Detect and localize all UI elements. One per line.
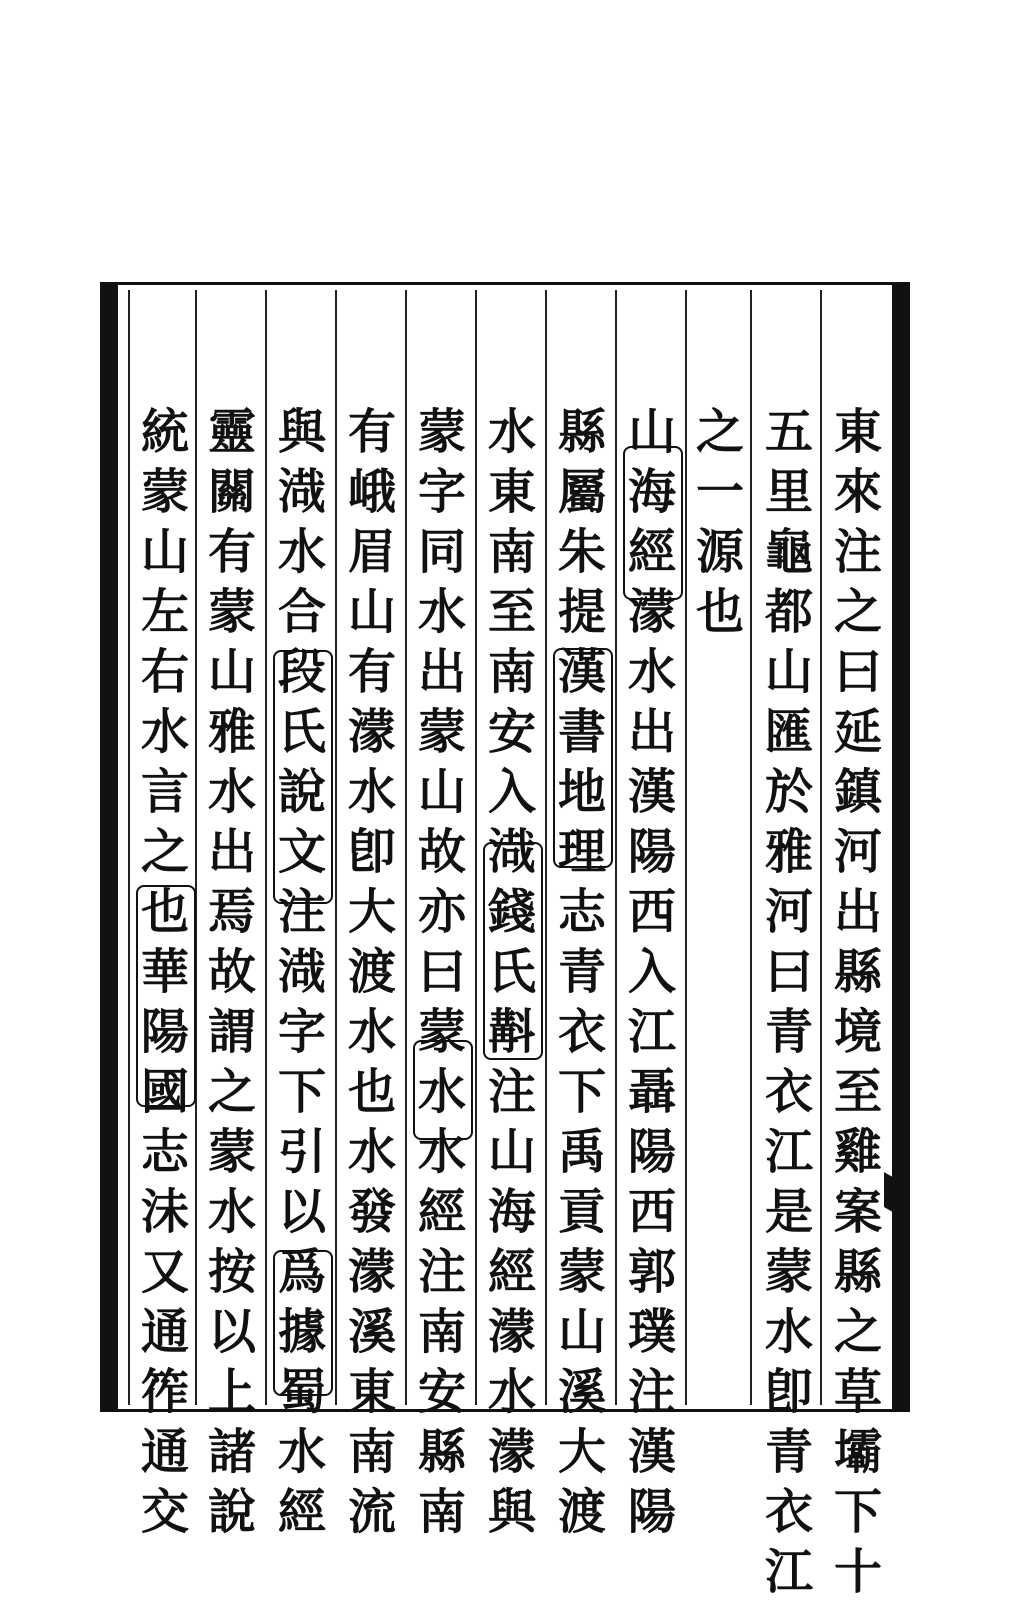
glyph: 通 bbox=[140, 1304, 189, 1360]
glyph: 濛 bbox=[347, 1244, 396, 1300]
glyph: 同 bbox=[417, 524, 466, 580]
glyph: 地 bbox=[557, 764, 606, 820]
glyph: 案 bbox=[833, 1184, 882, 1240]
glyph: 曰 bbox=[417, 944, 466, 1000]
glyph: 華 bbox=[140, 944, 189, 1000]
glyph: 又 bbox=[140, 1244, 189, 1300]
glyph: 來 bbox=[833, 464, 882, 520]
glyph: 與 bbox=[487, 1484, 536, 1540]
glyph: 通 bbox=[140, 1424, 189, 1480]
glyph: 入 bbox=[627, 944, 676, 1000]
glyph: 雅 bbox=[207, 704, 256, 760]
glyph: 入 bbox=[487, 764, 536, 820]
glyph: 至 bbox=[487, 584, 536, 640]
glyph: 水 bbox=[417, 1064, 466, 1120]
glyph: 南 bbox=[487, 524, 536, 580]
glyph: 漢 bbox=[627, 1424, 676, 1480]
glyph: 水 bbox=[347, 1004, 396, 1060]
glyph: 水 bbox=[764, 1304, 813, 1360]
glyph: 里 bbox=[764, 464, 813, 520]
glyph: 合 bbox=[277, 584, 326, 640]
glyph: 錢 bbox=[487, 884, 536, 940]
glyph: 西 bbox=[627, 1184, 676, 1240]
glyph: 南 bbox=[487, 644, 536, 700]
glyph: 江 bbox=[764, 1544, 813, 1600]
glyph: 草 bbox=[833, 1364, 882, 1420]
glyph: 濛 bbox=[627, 584, 676, 640]
glyph: 沬 bbox=[140, 1184, 189, 1240]
glyph: 水 bbox=[417, 1124, 466, 1180]
glyph: 朱 bbox=[557, 524, 606, 580]
column-rule bbox=[265, 290, 267, 1405]
glyph: 關 bbox=[207, 464, 256, 520]
glyph: 下 bbox=[833, 1484, 882, 1540]
column-rule bbox=[128, 290, 130, 1405]
glyph: 說 bbox=[207, 1484, 256, 1540]
glyph: 引 bbox=[277, 1124, 326, 1180]
glyph: 匯 bbox=[764, 704, 813, 760]
glyph: 之 bbox=[833, 584, 882, 640]
glyph: 漢 bbox=[627, 764, 676, 820]
glyph: 理 bbox=[557, 824, 606, 880]
glyph: 衣 bbox=[557, 1004, 606, 1060]
glyph: 濛 bbox=[487, 1424, 536, 1480]
glyph: 雞 bbox=[833, 1124, 882, 1180]
source-box bbox=[623, 446, 683, 600]
glyph: 渡 bbox=[347, 944, 396, 1000]
glyph: 水 bbox=[207, 1184, 256, 1240]
glyph: 山 bbox=[417, 764, 466, 820]
glyph: 蒙 bbox=[417, 404, 466, 460]
glyph: 青 bbox=[557, 944, 606, 1000]
glyph: 郭 bbox=[627, 1244, 676, 1300]
glyph: 蒙 bbox=[417, 704, 466, 760]
glyph: 故 bbox=[207, 944, 256, 1000]
glyph: 字 bbox=[277, 1004, 326, 1060]
glyph: 右 bbox=[140, 644, 189, 700]
glyph: 渽 bbox=[277, 944, 326, 1000]
glyph: 之 bbox=[140, 824, 189, 880]
glyph: 陽 bbox=[627, 1124, 676, 1180]
glyph: 左 bbox=[140, 584, 189, 640]
text-column bbox=[826, 402, 890, 1600]
glyph: 焉 bbox=[207, 884, 256, 940]
glyph: 聶 bbox=[627, 1064, 676, 1120]
glyph: 水 bbox=[347, 1124, 396, 1180]
glyph: 之 bbox=[833, 1304, 882, 1360]
glyph: 壩 bbox=[833, 1424, 882, 1480]
column-rule bbox=[405, 290, 407, 1405]
glyph: 青 bbox=[764, 1424, 813, 1480]
glyph: 斠 bbox=[487, 1004, 536, 1060]
glyph: 蒙 bbox=[207, 1124, 256, 1180]
glyph: 注 bbox=[277, 884, 326, 940]
glyph: 諸 bbox=[207, 1424, 256, 1480]
glyph: 海 bbox=[627, 464, 676, 520]
glyph: 縣 bbox=[557, 404, 606, 460]
glyph: 河 bbox=[833, 824, 882, 880]
glyph: 氏 bbox=[487, 944, 536, 1000]
glyph: 南 bbox=[417, 1304, 466, 1360]
glyph: 縣 bbox=[833, 944, 882, 1000]
glyph: 衣 bbox=[764, 1064, 813, 1120]
text-column bbox=[410, 402, 474, 1540]
glyph: 峨 bbox=[347, 464, 396, 520]
glyph: 至 bbox=[833, 1064, 882, 1120]
glyph: 一 bbox=[695, 464, 744, 520]
glyph: 注 bbox=[833, 524, 882, 580]
glyph: 流 bbox=[347, 1484, 396, 1540]
glyph: 蒙 bbox=[764, 1244, 813, 1300]
glyph: 濛 bbox=[487, 1304, 536, 1360]
glyph: 渽 bbox=[277, 464, 326, 520]
glyph: 漢 bbox=[557, 644, 606, 700]
text-column bbox=[550, 402, 614, 1540]
glyph: 雅 bbox=[764, 824, 813, 880]
glyph: 亦 bbox=[417, 884, 466, 940]
glyph: 陽 bbox=[627, 1484, 676, 1540]
glyph: 卽 bbox=[347, 824, 396, 880]
glyph: 南 bbox=[417, 1484, 466, 1540]
glyph: 蒙 bbox=[207, 584, 256, 640]
glyph: 源 bbox=[695, 524, 744, 580]
glyph: 禹 bbox=[557, 1124, 606, 1180]
glyph: 水 bbox=[627, 644, 676, 700]
glyph: 段 bbox=[277, 644, 326, 700]
glyph: 山 bbox=[140, 524, 189, 580]
glyph: 溪 bbox=[557, 1364, 606, 1420]
glyph: 靈 bbox=[207, 404, 256, 460]
glyph: 東 bbox=[347, 1364, 396, 1420]
glyph: 渽 bbox=[487, 824, 536, 880]
glyph: 以 bbox=[207, 1304, 256, 1360]
glyph: 蒙 bbox=[417, 1004, 466, 1060]
glyph: 也 bbox=[140, 884, 189, 940]
glyph: 十 bbox=[833, 1544, 882, 1600]
glyph: 濛 bbox=[347, 704, 396, 760]
glyph: 縣 bbox=[833, 1244, 882, 1300]
source-box bbox=[413, 1040, 473, 1140]
glyph: 以 bbox=[277, 1184, 326, 1240]
column-rule bbox=[685, 290, 687, 1405]
glyph: 筰 bbox=[140, 1364, 189, 1420]
glyph: 注 bbox=[487, 1064, 536, 1120]
glyph: 都 bbox=[764, 584, 813, 640]
glyph: 大 bbox=[557, 1424, 606, 1480]
glyph: 水 bbox=[277, 1424, 326, 1480]
glyph: 江 bbox=[764, 1124, 813, 1180]
glyph: 謂 bbox=[207, 1004, 256, 1060]
glyph: 說 bbox=[277, 764, 326, 820]
glyph: 志 bbox=[557, 884, 606, 940]
glyph: 有 bbox=[347, 404, 396, 460]
glyph: 水 bbox=[347, 764, 396, 820]
glyph: 經 bbox=[277, 1484, 326, 1540]
glyph: 安 bbox=[417, 1364, 466, 1420]
text-column bbox=[340, 402, 404, 1540]
glyph: 之 bbox=[695, 404, 744, 460]
glyph: 山 bbox=[557, 1304, 606, 1360]
glyph: 故 bbox=[417, 824, 466, 880]
glyph: 出 bbox=[833, 884, 882, 940]
source-box bbox=[273, 650, 333, 904]
glyph: 五 bbox=[764, 404, 813, 460]
glyph: 志 bbox=[140, 1124, 189, 1180]
glyph: 於 bbox=[764, 764, 813, 820]
column-rule bbox=[615, 290, 617, 1405]
glyph: 出 bbox=[627, 704, 676, 760]
glyph: 渡 bbox=[557, 1484, 606, 1540]
glyph: 東 bbox=[487, 464, 536, 520]
glyph: 水 bbox=[487, 404, 536, 460]
glyph: 統 bbox=[140, 404, 189, 460]
column-rule bbox=[335, 290, 337, 1405]
glyph: 水 bbox=[140, 704, 189, 760]
glyph: 與 bbox=[277, 404, 326, 460]
glyph: 水 bbox=[487, 1364, 536, 1420]
glyph: 有 bbox=[207, 524, 256, 580]
glyph: 蒙 bbox=[557, 1244, 606, 1300]
glyph: 上 bbox=[207, 1364, 256, 1420]
glyph: 璞 bbox=[627, 1304, 676, 1360]
glyph: 衣 bbox=[764, 1484, 813, 1540]
glyph: 也 bbox=[695, 584, 744, 640]
glyph: 按 bbox=[207, 1244, 256, 1300]
glyph: 溪 bbox=[347, 1304, 396, 1360]
column-rule bbox=[475, 290, 477, 1405]
source-box bbox=[553, 648, 613, 868]
glyph: 卽 bbox=[764, 1364, 813, 1420]
glyph: 曰 bbox=[833, 644, 882, 700]
glyph: 蜀 bbox=[277, 1364, 326, 1420]
glyph: 龜 bbox=[764, 524, 813, 580]
glyph: 東 bbox=[833, 404, 882, 460]
glyph: 國 bbox=[140, 1064, 189, 1120]
column-rule bbox=[545, 290, 547, 1405]
glyph: 眉 bbox=[347, 524, 396, 580]
glyph: 山 bbox=[207, 644, 256, 700]
glyph: 曰 bbox=[764, 944, 813, 1000]
glyph: 經 bbox=[627, 524, 676, 580]
glyph: 水 bbox=[277, 524, 326, 580]
glyph: 文 bbox=[277, 824, 326, 880]
glyph: 縣 bbox=[417, 1424, 466, 1480]
glyph: 言 bbox=[140, 764, 189, 820]
glyph: 山 bbox=[487, 1124, 536, 1180]
glyph: 注 bbox=[417, 1244, 466, 1300]
glyph: 河 bbox=[764, 884, 813, 940]
glyph: 蒙 bbox=[140, 464, 189, 520]
glyph: 據 bbox=[277, 1304, 326, 1360]
glyph: 氏 bbox=[277, 704, 326, 760]
text-column bbox=[688, 402, 752, 1402]
glyph: 出 bbox=[417, 644, 466, 700]
glyph: 西 bbox=[627, 884, 676, 940]
glyph: 境 bbox=[833, 1004, 882, 1060]
glyph: 山 bbox=[347, 584, 396, 640]
glyph: 陽 bbox=[627, 824, 676, 880]
glyph: 是 bbox=[764, 1184, 813, 1240]
glyph: 經 bbox=[487, 1244, 536, 1300]
text-column bbox=[200, 402, 264, 1540]
glyph: 鎮 bbox=[833, 764, 882, 820]
glyph: 水 bbox=[417, 584, 466, 640]
glyph: 陽 bbox=[140, 1004, 189, 1060]
glyph: 經 bbox=[417, 1184, 466, 1240]
glyph: 江 bbox=[627, 1004, 676, 1060]
glyph: 書 bbox=[557, 704, 606, 760]
glyph: 之 bbox=[207, 1064, 256, 1120]
text-column bbox=[757, 402, 821, 1600]
glyph: 字 bbox=[417, 464, 466, 520]
glyph: 注 bbox=[627, 1364, 676, 1420]
glyph: 發 bbox=[347, 1184, 396, 1240]
glyph: 下 bbox=[277, 1064, 326, 1120]
glyph: 水 bbox=[207, 764, 256, 820]
glyph: 安 bbox=[487, 704, 536, 760]
glyph: 出 bbox=[207, 824, 256, 880]
glyph: 南 bbox=[347, 1424, 396, 1480]
glyph: 延 bbox=[833, 704, 882, 760]
glyph: 山 bbox=[764, 644, 813, 700]
source-box bbox=[273, 1250, 333, 1396]
glyph: 下 bbox=[557, 1064, 606, 1120]
source-box bbox=[483, 842, 543, 1060]
glyph: 爲 bbox=[277, 1244, 326, 1300]
glyph: 交 bbox=[140, 1484, 189, 1540]
glyph: 海 bbox=[487, 1184, 536, 1240]
glyph: 山 bbox=[627, 404, 676, 460]
glyph: 大 bbox=[347, 884, 396, 940]
glyph: 貢 bbox=[557, 1184, 606, 1240]
glyph: 屬 bbox=[557, 464, 606, 520]
glyph: 提 bbox=[557, 584, 606, 640]
glyph: 青 bbox=[764, 1004, 813, 1060]
source-box bbox=[136, 885, 196, 1107]
glyph: 也 bbox=[347, 1064, 396, 1120]
glyph: 有 bbox=[347, 644, 396, 700]
